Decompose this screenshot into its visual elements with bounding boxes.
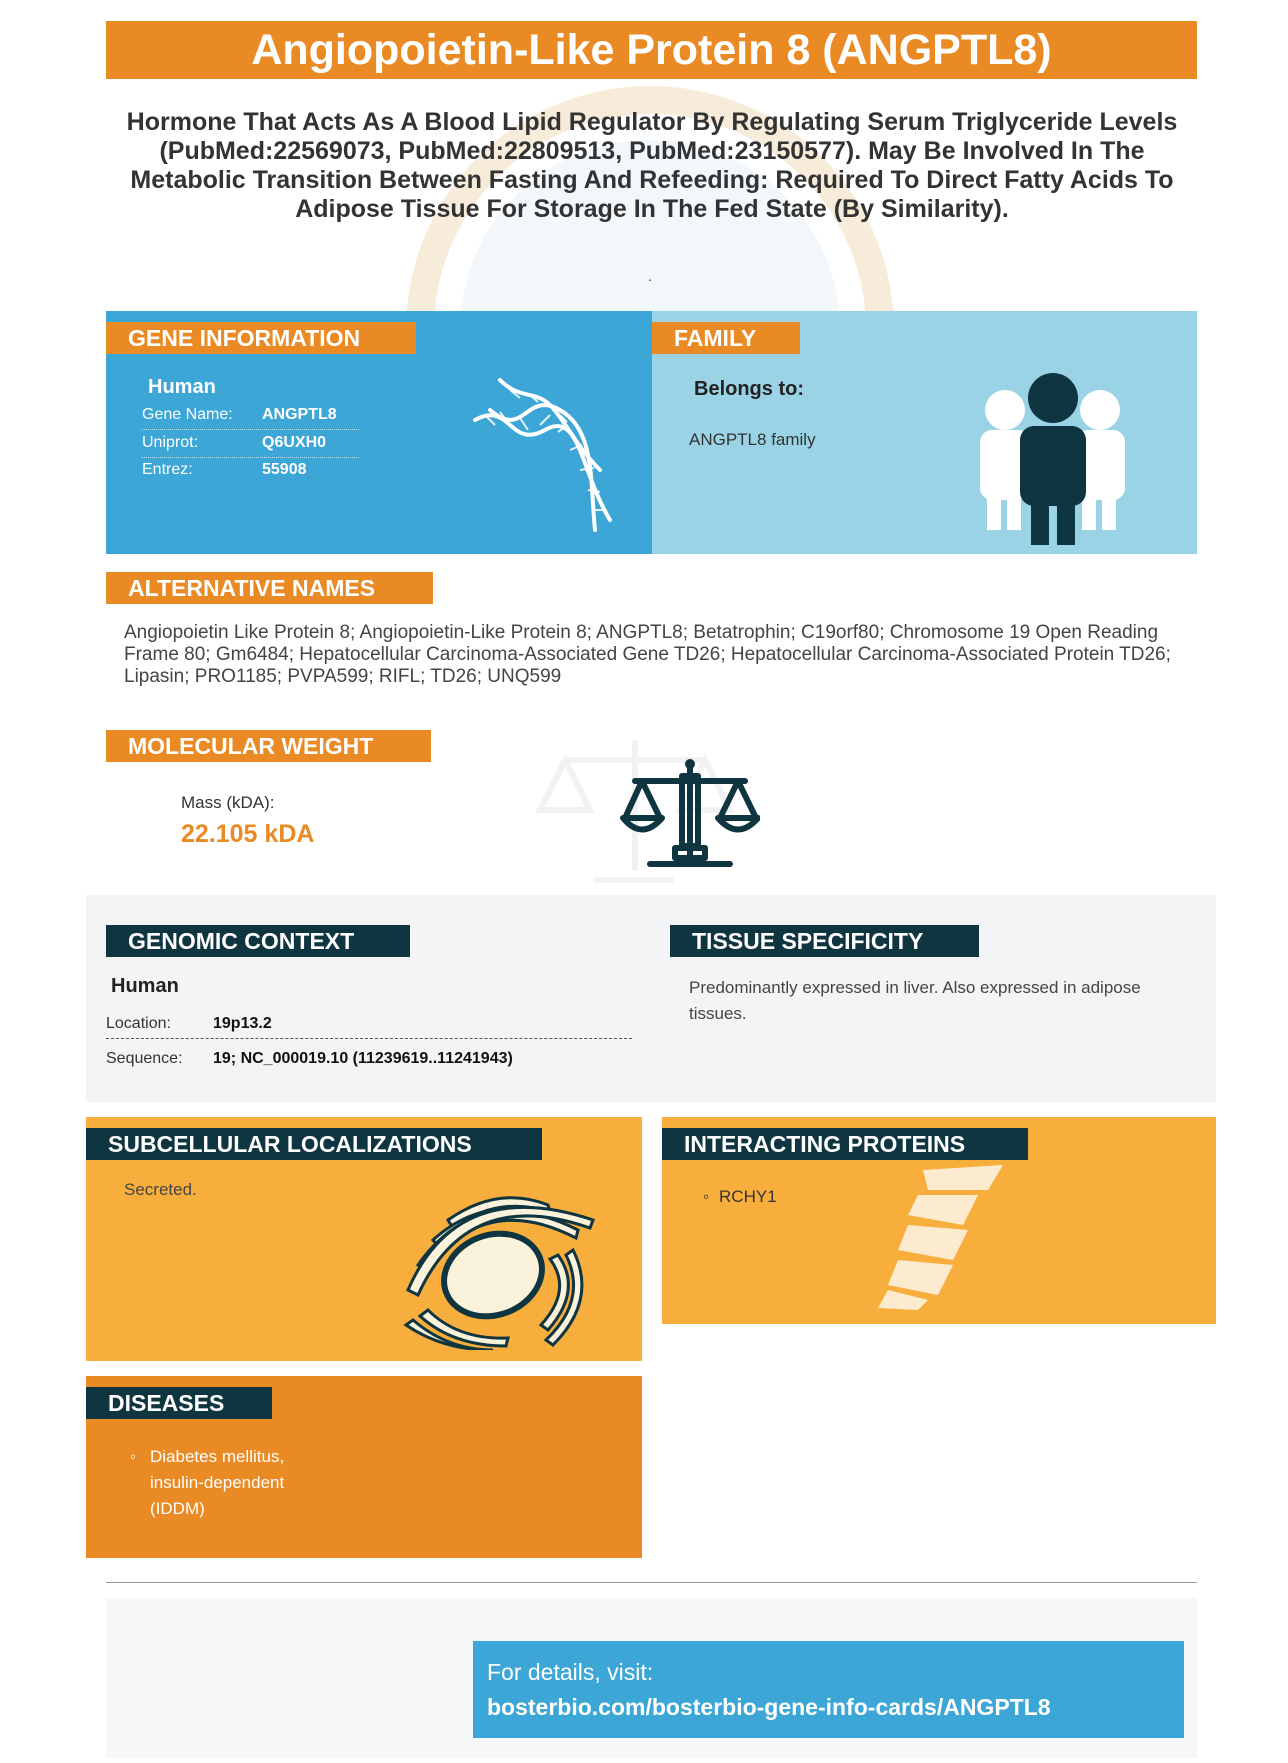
page-title: Angiopoietin-Like Protein 8 (ANGPTL8) <box>106 21 1197 79</box>
gene-name-value: ANGPTL8 <box>262 406 337 423</box>
interacting-proteins-list <box>703 1187 777 1207</box>
location-label: Location: <box>106 1015 171 1032</box>
uniprot-row <box>142 430 359 458</box>
dna-helix-icon <box>470 370 620 540</box>
entrez-value: 55908 <box>262 461 307 478</box>
location-row <box>106 1009 632 1039</box>
entrez-row <box>142 457 359 485</box>
gene-information-heading: GENE INFORMATION <box>106 322 416 354</box>
diseases-heading: DISEASES <box>86 1387 272 1419</box>
alternative-names-text: Angiopoietin Like Protein 8; Angiopoietin-Like Protein 8; ANGPTL8; Betatrophin; C19orf80; Chromosome 19 Open Reading Frame 80; Gm6484; Hepatocellular Carcinoma-Associated Gene TD26; Hepatocellular Carcinoma-Associated Protein TD26; Lipasin; PRO1185; PVPA599; RIFL; TD26; UNQ599 <box>124 622 1171 687</box>
separator-dot: . <box>648 268 652 284</box>
sequence-label: Sequence: <box>106 1050 183 1067</box>
balance-scale-icon <box>620 756 760 871</box>
genomic-context-heading: GENOMIC CONTEXT <box>106 925 410 957</box>
family-value: ANGPTL8 family <box>689 430 816 449</box>
uniprot-label: Uniprot: <box>142 434 199 451</box>
molecular-weight-heading: MOLECULAR WEIGHT <box>106 730 431 762</box>
gene-name-label: Gene Name: <box>142 406 233 423</box>
footer-divider <box>106 1582 1197 1583</box>
family-heading: FAMILY <box>652 322 800 354</box>
details-callout <box>473 1641 1184 1738</box>
gene-species: Human <box>148 376 216 398</box>
mass-label: Mass (kDA): <box>181 793 275 812</box>
uniprot-value: Q6UXH0 <box>262 434 327 451</box>
subcellular-text: Secreted. <box>124 1180 197 1199</box>
location-value: 19p13.2 <box>213 1015 272 1032</box>
entrez-label: Entrez: <box>142 461 193 478</box>
sequence-row <box>106 1044 632 1074</box>
disease-item: ◦ Diabetes mellitus, insulin-dependent (IDDM) <box>130 1444 330 1522</box>
interacting-proteins-heading: INTERACTING PROTEINS <box>662 1128 1028 1160</box>
gene-name-row <box>142 402 359 430</box>
tissue-specificity-heading: TISSUE SPECIFICITY <box>670 925 979 957</box>
genomic-species: Human <box>111 975 179 997</box>
interacting-protein-item: ◦ RCHY1 <box>703 1187 777 1207</box>
mass-value: 22.105 kDA <box>181 820 315 848</box>
details-lead-text: For details, visit: <box>487 1659 654 1685</box>
diseases-list <box>130 1444 330 1522</box>
golgi-cell-icon <box>398 1160 608 1350</box>
subcellular-localizations-heading: SUBCELLULAR LOCALIZATIONS <box>86 1128 542 1160</box>
family-belongs-label: Belongs to: <box>694 378 804 400</box>
protein-helix-icon <box>868 1160 1008 1310</box>
people-group-icon <box>975 370 1130 545</box>
sequence-value: 19; NC_000019.10 (11239619..11241943) <box>213 1050 513 1067</box>
details-link[interactable]: bosterbio.com/bosterbio-gene-info-cards/ANGPTL8 <box>487 1694 1051 1720</box>
alternative-names-heading: ALTERNATIVE NAMES <box>106 572 433 604</box>
protein-description: Hormone That Acts As A Blood Lipid Regulator By Regulating Serum Triglyceride Levels (PubMed:22569073, PubMed:22809513, PubMed:23150577). May Be Involved In The Metabolic Transition Between Fasting And Refeeding: Required To Direct Fatty Acids To Adipose Tissue For Storage In The Fed State (By Similarity). <box>126 108 1178 223</box>
tissue-specificity-text: Predominantly expressed in liver. Also expressed in adipose tissues. <box>689 978 1141 1023</box>
